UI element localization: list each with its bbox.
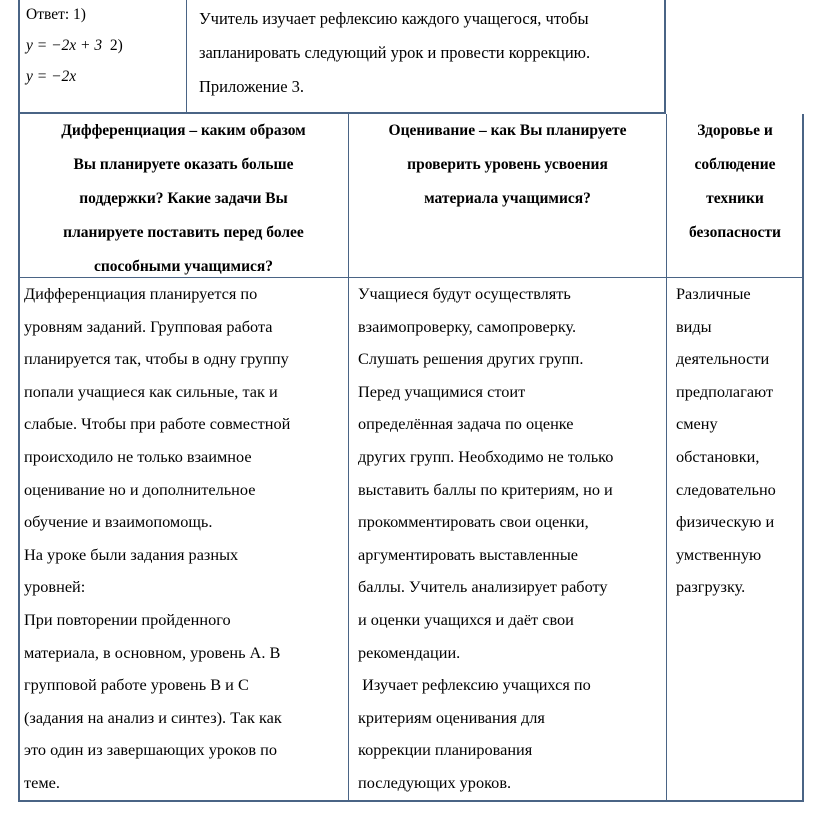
assessment-text [358,278,613,800]
text-line: Изучает рефлексию учащихся по [358,675,591,695]
equation-1-row [26,31,123,61]
text-line: теме. [24,772,60,792]
text-line: На уроке были задания разных [24,544,239,564]
header-line: планируете поставить перед более [63,224,304,241]
header-health-safety [667,114,803,250]
text-line: коррекции планирования [358,740,533,760]
teacher-note [199,2,590,104]
text-line: планируется так, чтобы в одну группу [24,349,289,369]
text-line: материала, в основном, уровень А. В [24,642,281,662]
text-line: Перед учащимися стоит [358,381,526,401]
header-line: Дифференциация – каким образом [61,122,306,139]
text-line: физическую и [676,512,775,532]
text-line: происходило не только взаимное [24,446,252,466]
text-line: аргументировать выставленные [358,544,579,564]
text-line: прокомментировать свои оценки, [358,512,589,532]
header-line: Оценивание – как Вы планируете [388,122,627,139]
text-line: виды [676,316,712,336]
teacher-note-line: запланировать следующий урок и провести коррекцию. [199,43,591,62]
text-line: других групп. Необходимо не только [358,446,614,466]
header-line: Вы планируете оказать больше [73,156,294,173]
equation-2: y = −2x [26,68,77,85]
text-line: смену [676,414,718,434]
health-safety-text [676,278,776,604]
answer-label: Ответ: 1) [26,6,86,23]
text-line: рекомендации. [358,642,461,662]
text-line: определённая задача по оценке [358,414,574,434]
text-line: выставить баллы по критериям, но и [358,479,613,499]
header-assessment [349,114,666,216]
text-line: взаимопроверку, самопроверку. [358,316,577,336]
text-line: уровней: [24,577,86,597]
text-line: уровням заданий. Групповая работа [24,316,273,336]
text-line: деятельности [676,349,770,369]
text-line: групповой работе уровень В и С [24,675,249,695]
text-line: Слушать решения других групп. [358,349,584,369]
equation-1-suffix: 2) [109,37,123,54]
header-differentiation [19,114,348,284]
text-line: При повторении пройденного [24,609,231,629]
answer-cell [18,0,187,114]
text-line: Дифференциация планируется по [24,284,258,303]
header-line: способными учащимися? [93,258,274,275]
text-line: обучение и взаимопомощь. [24,512,213,532]
text-line: баллы. Учитель анализирует работу [358,577,608,597]
header-line: соблюдение [694,156,776,173]
column-divider [348,114,349,802]
text-line: предполагают [676,381,774,401]
text-line: разгрузку. [676,577,746,597]
text-line: Учащиеся будут осуществлять [358,284,571,303]
teacher-note-line: Приложение 3. [199,77,305,96]
differentiation-text [24,278,290,800]
text-line: обстановки, [676,446,760,466]
header-line: техники [706,190,764,207]
text-line: слабые. Чтобы при работе совместной [24,414,291,434]
text-line: попали учащиеся как сильные, так и [24,381,278,401]
header-line: поддержки? Какие задачи Вы [79,190,288,207]
text-line: Различные [676,284,751,303]
text-line: и оценки учащихся и даёт свои [358,609,574,629]
equation-1: y = −2x + 3 [26,37,103,54]
text-line: последующих уроков. [358,772,512,792]
teacher-note-cell [187,0,666,114]
header-line: Здоровье и [697,122,773,139]
text-line: оценивание но и дополнительное [24,479,256,499]
header-line: материала учащимися? [424,190,591,207]
header-line: безопасности [689,224,781,241]
text-line: это один из завершающих уроков по [24,740,278,760]
text-line: (задания на анализ и синтез). Так как [24,707,282,727]
header-line: проверить уровень усвоения [407,156,608,173]
text-line: критериям оценивания для [358,707,545,727]
text-line: следовательно [676,479,776,499]
text-line: умственную [676,544,762,564]
teacher-note-line: Учитель изучает рефлексию каждого учащегося, чтобы [199,9,589,28]
